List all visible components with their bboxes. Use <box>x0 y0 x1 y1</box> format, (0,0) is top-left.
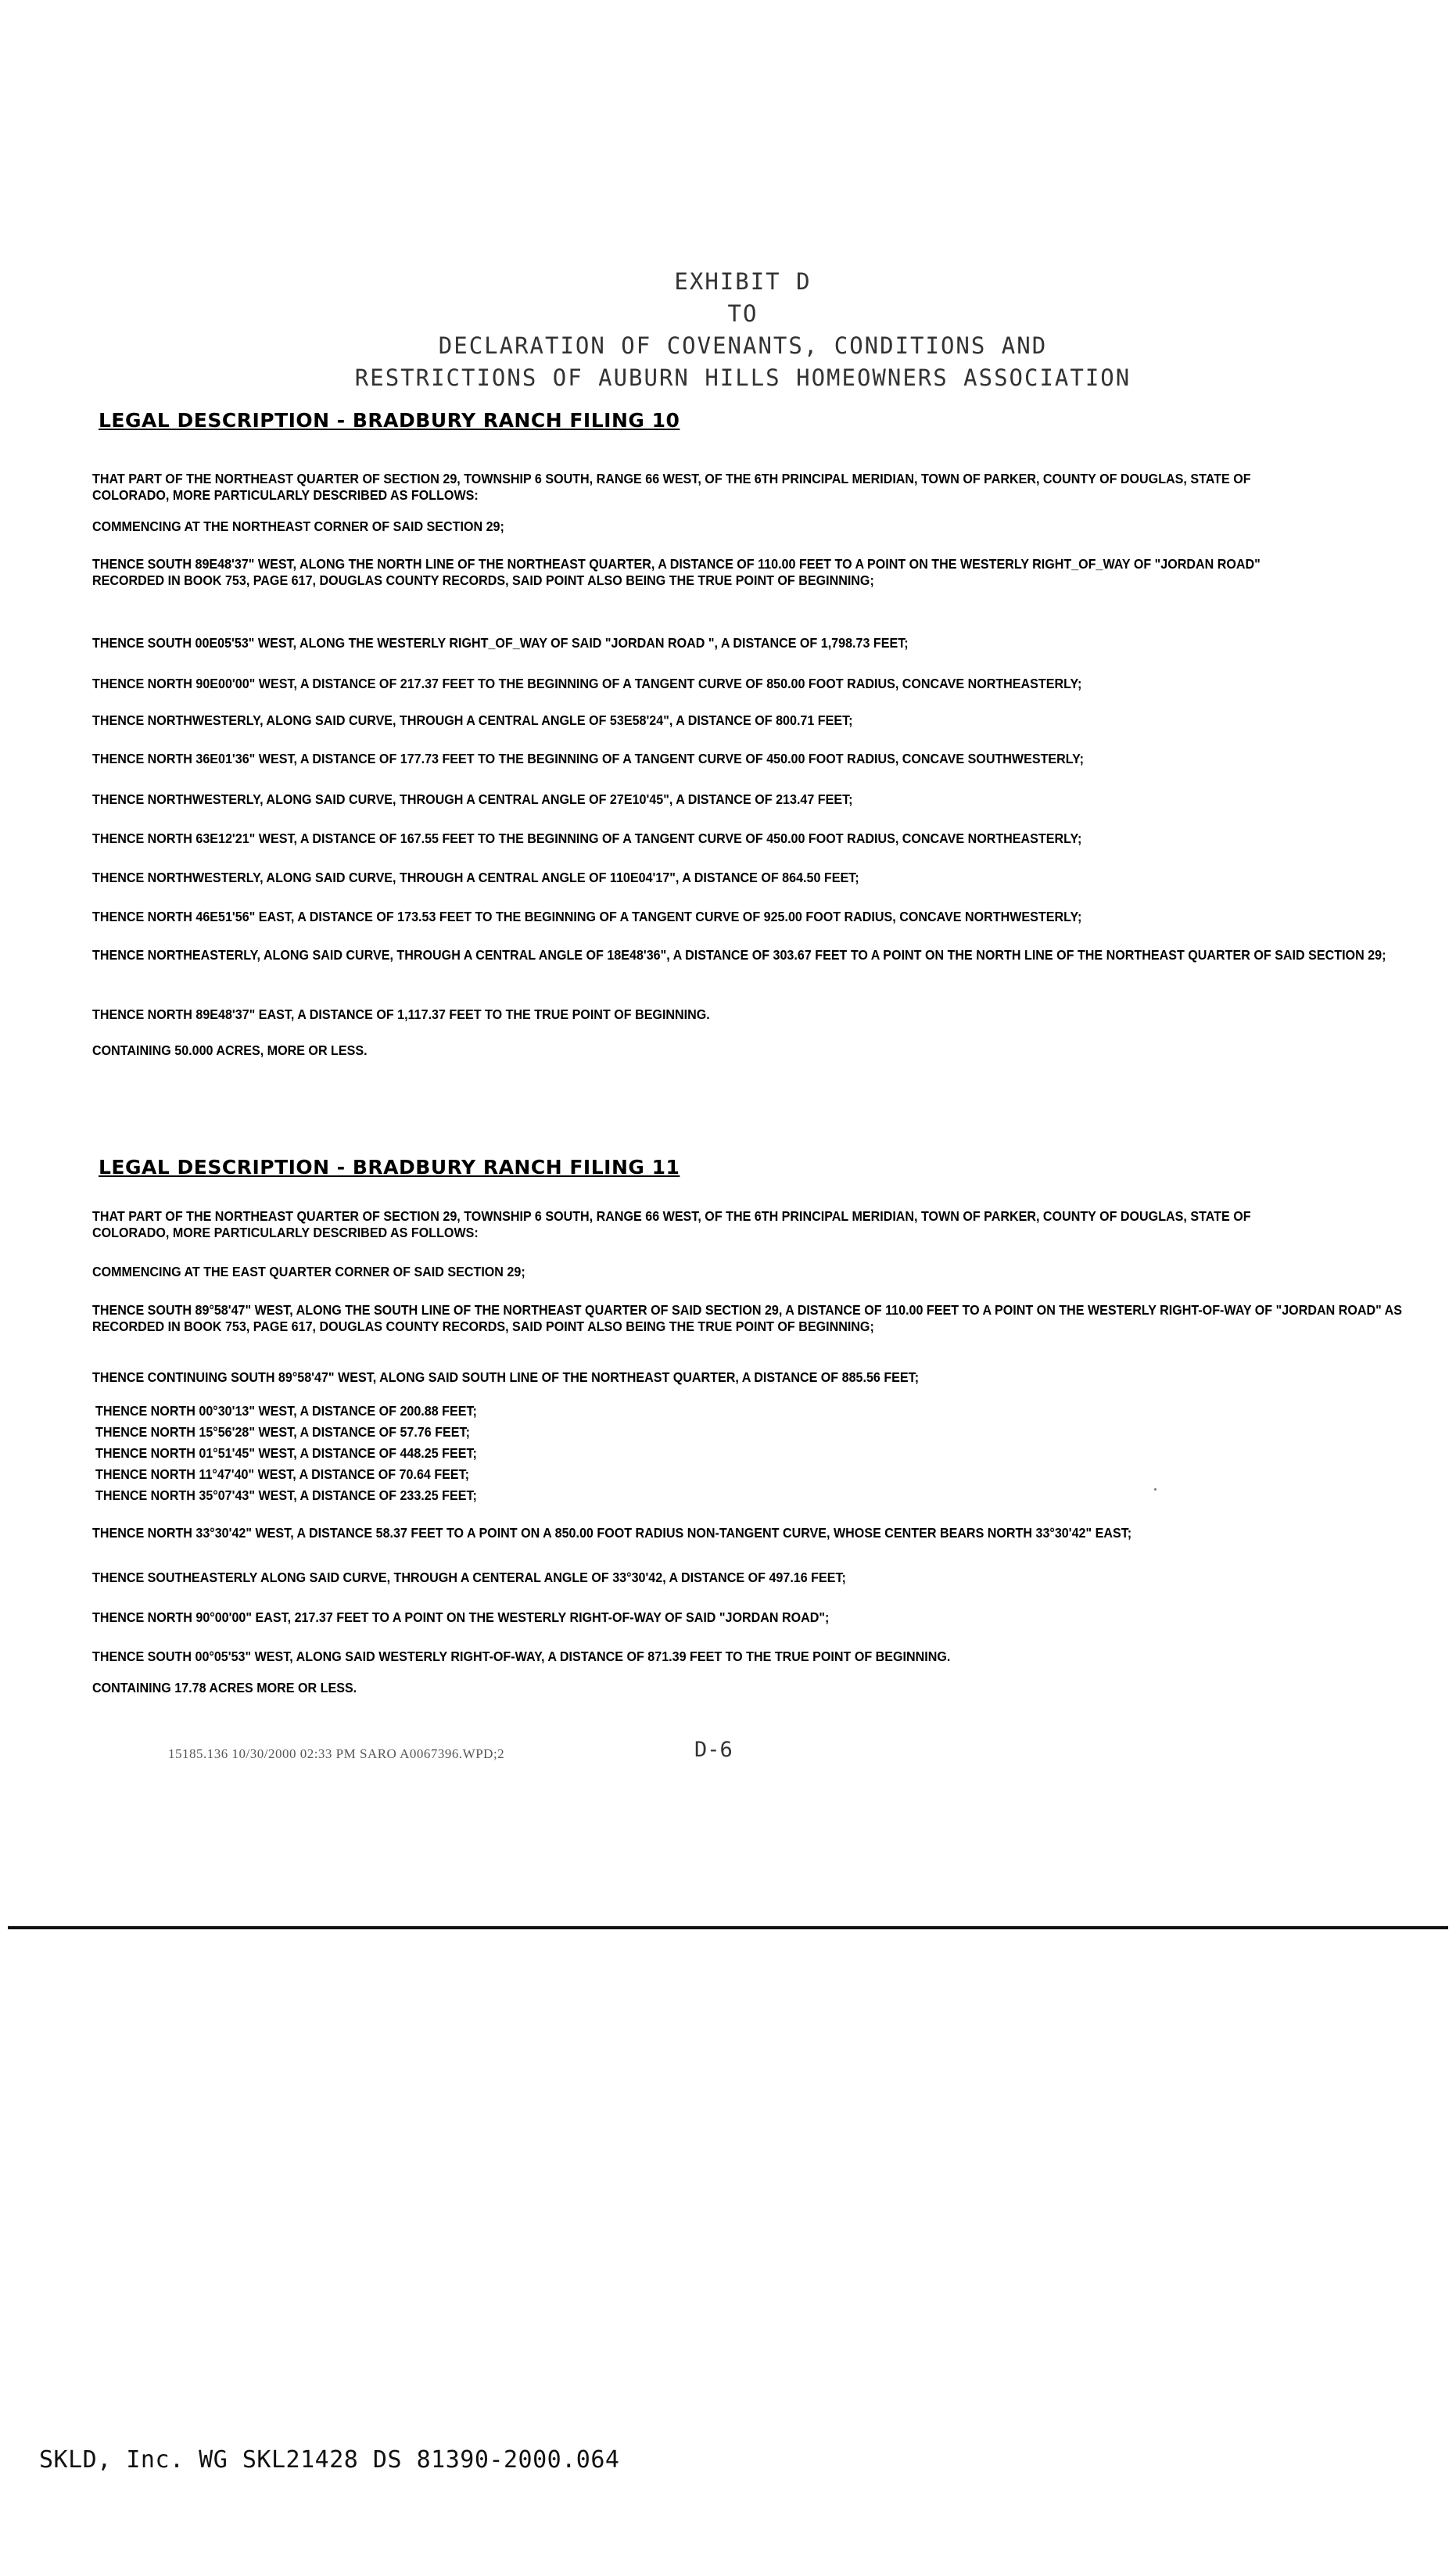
filing-10-commencing: COMMENCING AT THE NORTHEAST CORNER OF SAID SECTION 29; <box>92 518 504 534</box>
list-item: THENCE NORTH 11°47'40" WEST, A DISTANCE OF 70.64 FEET; <box>95 1466 470 1482</box>
filing-10-course-7: THENCE NORTH 63E12'21" WEST, A DISTANCE OF 167.55 FEET TO THE BEGINNING OF A TANGENT CURVE OF 450.00 FOOT RADIUS, CONCAVE NORTHEASTERLY; <box>92 831 1082 846</box>
declaration-title-line2: RESTRICTIONS OF AUBURN HILLS HOMEOWNERS ASSOCIATION <box>354 364 1131 391</box>
filing-10-course-11: THENCE NORTH 89E48'37" EAST, A DISTANCE OF 1,117.37 FEET TO THE TRUE POINT OF BEGINNING. <box>92 1006 710 1022</box>
filing-10-course-2: THENCE SOUTH 00E05'53" WEST, ALONG THE WESTERLY RIGHT_OF_WAY OF SAID "JORDAN ROAD ", A DISTANCE OF 1,798.73 FEET; <box>92 635 909 651</box>
filing-10-course-3: THENCE NORTH 90E00'00" WEST, A DISTANCE OF 217.37 FEET TO THE BEGINNING OF A TANGENT CURVE OF 850.00 FOOT RADIUS, CONCAVE NORTHEASTERLY; <box>92 676 1082 691</box>
list-item: THENCE NORTH 15°56'28" WEST, A DISTANCE OF 57.76 FEET; <box>95 1424 470 1440</box>
filing-11-course-11: THENCE SOUTH 00°05'53" WEST, ALONG SAID WESTERLY RIGHT-OF-WAY, A DISTANCE OF 871.39 FEET TO THE TRUE POINT OF BEGINNING. <box>92 1649 951 1664</box>
declaration-title-line1: DECLARATION OF COVENANTS, CONDITIONS AND <box>438 332 1048 359</box>
filing-10-acreage: CONTAINING 50.000 ACRES, MORE OR LESS. <box>92 1042 368 1058</box>
list-item: THENCE NORTH 00°30'13" WEST, A DISTANCE OF 200.88 FEET; <box>95 1403 477 1419</box>
filing-11-course-8: THENCE NORTH 33°30'42" WEST, A DISTANCE 58.37 FEET TO A POINT ON A 850.00 FOOT RADIUS NON-TANGENT CURVE, WHOSE CENTER BEARS NORTH 33°30'42" EAST; <box>92 1525 1132 1541</box>
filing-10-heading: LEGAL DESCRIPTION - BRADBURY RANCH FILING 10 <box>99 409 680 432</box>
filing-10-course-5: THENCE NORTH 36E01'36" WEST, A DISTANCE OF 177.73 FEET TO THE BEGINNING OF A TANGENT CURVE OF 450.00 FOOT RADIUS, CONCAVE SOUTHWESTERLY; <box>92 751 1085 766</box>
filing-10-course-4: THENCE NORTHWESTERLY, ALONG SAID CURVE, THROUGH A CENTRAL ANGLE OF 53E58'24", A DISTANCE OF 800.71 FEET; <box>92 712 853 728</box>
page-divider <box>8 1926 1448 1929</box>
list-item: THENCE NORTH 01°51'45" WEST, A DISTANCE OF 448.25 FEET; <box>95 1445 477 1461</box>
filing-11-course-9: THENCE SOUTHEASTERLY ALONG SAID CURVE, THROUGH A CENTERAL ANGLE OF 33°30'42, A DISTANCE OF 497.16 FEET; <box>92 1570 846 1585</box>
filing-11-course-2: THENCE CONTINUING SOUTH 89°58'47" WEST, ALONG SAID SOUTH LINE OF THE NORTHEAST QUARTER, A DISTANCE OF 885.56 FEET; <box>92 1369 920 1385</box>
filing-10-course-8: THENCE NORTHWESTERLY, ALONG SAID CURVE, THROUGH A CENTRAL ANGLE OF 110E04'17", A DISTANCE OF 864.50 FEET; <box>92 870 859 885</box>
filing-10-course-10: THENCE NORTHEASTERLY, ALONG SAID CURVE, THROUGH A CENTRAL ANGLE OF 18E48'36", A DISTANCE OF 303.67 FEET TO A POINT ON THE NORTH LINE OF THE NORTHEAST QUARTER OF SAID SECTION 29; <box>92 947 1386 963</box>
filing-11-course-list <box>95 1401 477 1506</box>
filing-11-preamble: THAT PART OF THE NORTHEAST QUARTER OF SECTION 29, TOWNSHIP 6 SOUTH, RANGE 66 WEST, OF THE 6TH PRINCIPAL MERIDIAN, TOWN OF PARKER, COUNTY OF DOUGLAS, STATE OF COLORADO, MORE PARTICULARLY DESCRIBED AS FOLLOWS: <box>92 1208 1251 1240</box>
recording-stamp: SKLD, Inc. WG SKL21428 DS 81390-2000.064 <box>39 2446 620 2474</box>
exhibit-title: EXHIBIT D <box>674 268 812 295</box>
filing-11-commencing: COMMENCING AT THE EAST QUARTER CORNER OF SAID SECTION 29; <box>92 1264 525 1279</box>
page-number: D-6 <box>694 1738 733 1762</box>
filing-10-course-9: THENCE NORTH 46E51'56" EAST, A DISTANCE OF 173.53 FEET TO THE BEGINNING OF A TANGENT CURVE OF 925.00 FOOT RADIUS, CONCAVE NORTHWESTERLY; <box>92 909 1082 924</box>
filing-10-course-1: THENCE SOUTH 89E48'37" WEST, ALONG THE NORTH LINE OF THE NORTHEAST QUARTER, A DISTANCE OF 110.00 FEET TO A POINT ON THE WESTERLY RIGHT_OF_WAY OF "JORDAN ROAD" RECORDED IN BOOK 753, PAGE 617, DOUGLAS COUNTY RECORDS, SAID POINT ALSO BEING THE TRUE POINT OF BEGINNING; <box>92 556 1261 588</box>
filing-11-course-1: THENCE SOUTH 89°58'47" WEST, ALONG THE SOUTH LINE OF THE NORTHEAST QUARTER OF SAID SECTION 29, A DISTANCE OF 110.00 FEET TO A POINT ON THE WESTERLY RIGHT-OF-WAY OF "JORDAN ROAD" AS RECORDED IN BOOK 753, PAGE 617, DOUGLAS COUNTY RECORDS, SAID POINT ALSO BEING THE TRUE POINT OF BEGINNING; <box>92 1302 1402 1334</box>
filing-11-acreage: CONTAINING 17.78 ACRES MORE OR LESS. <box>92 1680 357 1695</box>
scan-speck <box>1154 1488 1157 1491</box>
exhibit-to: TO <box>727 300 758 327</box>
filing-10-preamble: THAT PART OF THE NORTHEAST QUARTER OF SECTION 29, TOWNSHIP 6 SOUTH, RANGE 66 WEST, OF THE 6TH PRINCIPAL MERIDIAN, TOWN OF PARKER, COUNTY OF DOUGLAS, STATE OF COLORADO, MORE PARTICULARLY DESCRIBED AS FOLLOWS: <box>92 471 1251 503</box>
filing-11-heading: LEGAL DESCRIPTION - BRADBURY RANCH FILING 11 <box>99 1156 680 1179</box>
filing-11-course-10: THENCE NORTH 90°00'00" EAST, 217.37 FEET TO A POINT ON THE WESTERLY RIGHT-OF-WAY OF SAID "JORDAN ROAD"; <box>92 1609 830 1625</box>
list-item: THENCE NORTH 35°07'43" WEST, A DISTANCE OF 233.25 FEET; <box>95 1487 477 1503</box>
document-file-reference: 15185.136 10/30/2000 02:33 PM SARO A0067396.WPD;2 <box>168 1746 505 1761</box>
filing-10-course-6: THENCE NORTHWESTERLY, ALONG SAID CURVE, THROUGH A CENTRAL ANGLE OF 27E10'45", A DISTANCE OF 213.47 FEET; <box>92 791 853 807</box>
